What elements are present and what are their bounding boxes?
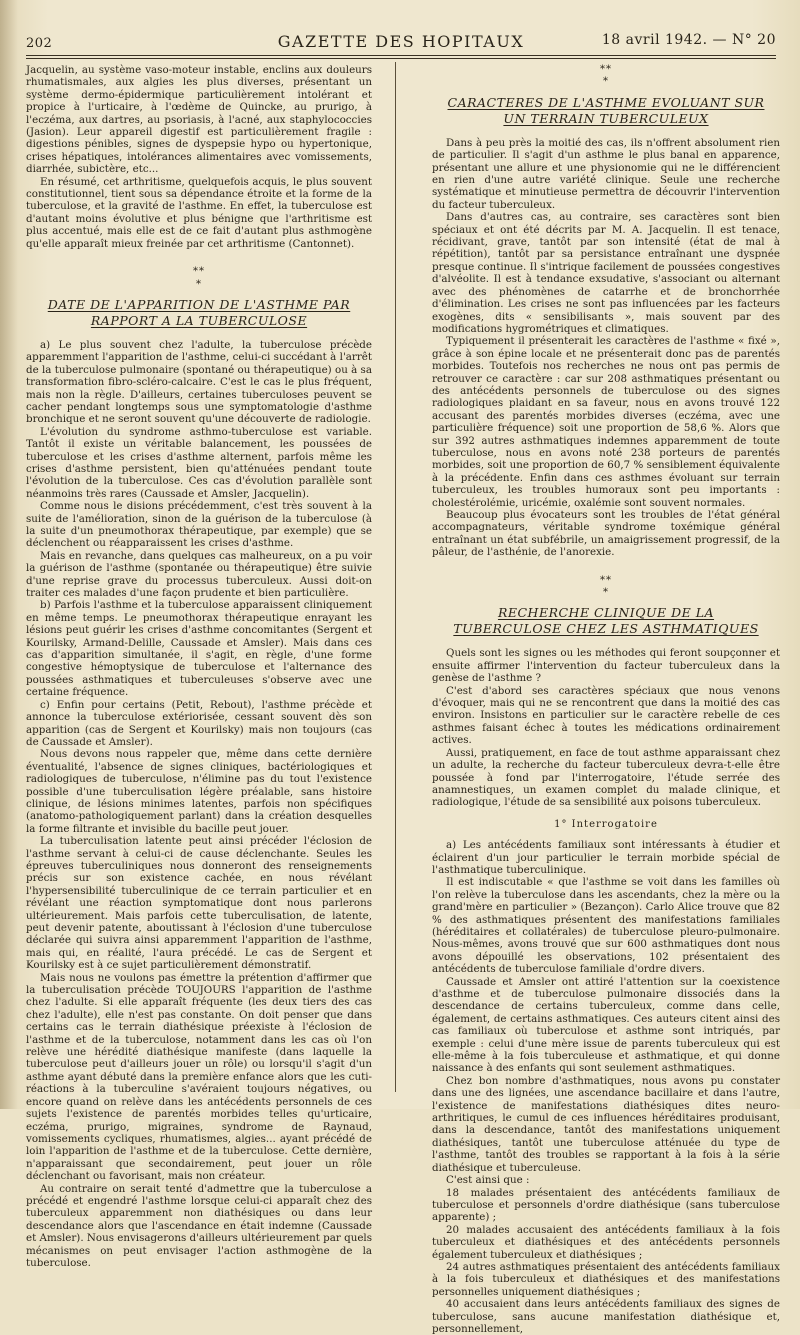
- subsection-heading: 1° Interrogatoire: [554, 818, 658, 830]
- paragraph: L'évolution du syndrome asthmo-tuberculose est variable. Tantôt il existe un véritable balancement, les poussées de tuberculose et les crises d'asthme alternent, parfois même les crises d'asthme persistent, bien qu'atténuées pendant toute l'évolution de la tuberculose. Ces cas d'évolution parallèle sont néanmoins très rares (Caussade et Amsler, Jacquelin).: [26, 425, 372, 500]
- section-heading: DATE DE L'APPARITION DE L'ASTHME PAR RAPPORT A LA TUBERCULOSE: [47, 296, 351, 328]
- page-header: [26, 30, 776, 52]
- paragraph: Quels sont les signes ou les méthodes qui feront soupçonner et ensuite affirmer l'intervention du facteur tuberculeux dans la genèse de l'asthme ?: [432, 647, 780, 685]
- paragraph: 18 malades présentaient des antécédents familiaux de tuberculose et personnels d'ordre diathésique (sans tuberculose apparente) ;: [432, 1186, 780, 1224]
- paragraph: En résumé, cet arthritisme, quelquefois acquis, le plus souvent constitutionnel, tient sous sa dépendance étroite et la forme de la tuberculose, et la gravité de l'asthme. En effet, la tuberculose est d'autant moins évolutive et plus bénigne que l'arthritisme est plus accentué, mais elle est de ce fait d'autant plus asthmogène qu'elle apparaît mieux freinée par cet arthritisme (Cantonnet).: [26, 175, 372, 250]
- paragraph: Typiquement il présenterait les caractères de l'asthme « fixé », grâce à son épine locale et ne présenterait donc pas de parentés morbides. Toutefois nos recherches ne nous ont pas permis de retrouver ce caractère : car sur 208 asthmatiques présentant ou des antécédents personnels de tuberculose ou des signes radiologiques plaidant en sa faveur, nous en avons trouvé 122 accusant des parentés morbides diverses (eczéma, avec une particulière fréquence) soit une proportion de 58,6 %. Alors que sur 392 autres asthmatiques indemnes apparemment de toute tuberculose, nous en avons noté 238 porteurs de parentés morbides, soit une proportion de 60,7 % sensiblement équivalente à la précédente. Enfin dans ces asthmes évoluant sur terrain tuberculeux, les troubles humoraux sont peu importants : cholestérolémie, uricémie, oxalémie sont souvent normales.: [432, 335, 780, 509]
- section-stars: ** *: [193, 266, 205, 290]
- right-column: [432, 64, 780, 1335]
- paragraph: Chez bon nombre d'asthmatiques, nous avons pu constater dans une des lignées, une ascendance bacillaire et dans l'autre, l'existence de manifestations diathésiques dites neuro-arthritiques, le cumul de ces influences héréditaires produisant, dans la descendance, tantôt des manifestations uniquement diathésiques, tantôt une tuberculose atténuée du type de l'asthme, tantôt des troubles se rapportant à la fois à la série diathésique et tuberculeuse.: [432, 1074, 780, 1174]
- section-stars: ** *: [600, 64, 612, 88]
- section-heading: CARACTERES DE L'ASTHME EVOLUANT SUR UN TERRAIN TUBERCULEUX: [447, 94, 765, 126]
- paragraph: Dans d'autres cas, au contraire, ses caractères sont bien spéciaux et ont été décrits par M. A. Jacquelin. Il est tenace, récidivant, grave, tantôt par son intensité (état de mal à répétition), tantôt par sa persistance entraînant une dyspnée presque continue. Il s'intrique facilement de poussées congestives d'alvéolite. Il est à tendance exsudative, s'associant ou alternant avec des phénomènes de catarrhe et de bronchorrhée d'élimination. Les crises ne sont pas influencées par les facteurs exogènes, dits « sensibilisants », mais souvent par des modifications hygrométriques et climatiques.: [432, 211, 780, 335]
- section-stars: ** *: [600, 574, 612, 599]
- paragraph: Aussi, pratiquement, en face de tout asthme apparaissant chez un adulte, la recherche du facteur tuberculeux devra-t-elle être poussée à fond par l'interrogatoire, l'étude serrée des anamnestiques, un examen complet du malade clinique, et radiologique, l'étude de sa sensibilité aux poisons tuberculeux.: [432, 746, 780, 809]
- page-number: 202: [26, 36, 53, 51]
- paragraph: b) Parfois l'asthme et la tuberculose apparaissent cliniquement en même temps. Le pneumothorax thérapeutique enrayant les lésions peut guérir les crises d'asthme concomitantes (Sergent et Kourilsky, Armand-Delille, Caussade et Amsler). Mais dans ces cas d'apparition simultanée, il s'agit, en règle, d'une forme congestive hémoptysique de tuberculose et l'alternance des poussées asthmatiques et tuberculeuses s'observe avec une certaine fréquence.: [26, 599, 372, 699]
- paragraph: a) Le plus souvent chez l'adulte, la tuberculose précède apparemment l'apparition de l'asthme, celui-ci succédant à l'arrêt de la tuberculose pulmonaire (spontané ou thérapeutique) ou à sa transformation fibro-scléro-calcaire. C'est le cas le plus fréquent, mais non la règle. D'ailleurs, certaines tuberculoses peuvent se cacher pendant longtemps sous une symptomatologie d'asthme bronchique et ne seront souvent qu'une découverte de radiologie.: [26, 338, 372, 426]
- left-column: [26, 64, 372, 1269]
- paragraph: Il est indiscutable « que l'asthme se voit dans les familles où l'on relève la tuberculose dans les ascendants, chez la mère ou la grand'mère en particulier » (Bezançon). Carlo Alice trouve que 82 % des asthmatiques présentent des manifestations familiales (héréditaires et collatérales) de tuberculose pleuro-pulmonaire. Nous-mêmes, avons trouvé que sur 600 asthmatiques dont nous avons dépouillé les observations, 102 présentaient des antécédents de tuberculose familiale d'ordre divers.: [432, 876, 780, 976]
- paragraph: Mais en revanche, dans quelques cas malheureux, on a pu voir la guérison de l'asthme (spontanée ou thérapeutique) être suivie d'une reprise grave du processus tuberculeux. Aussi doit-on traiter ces malades d'une façon prudente et bien particulière.: [26, 549, 372, 600]
- paragraph: 20 malades accusaient des antécédents familiaux à la fois tuberculeux et diathésiques et des antécédents personnels également tuberculeux et diathésiques ;: [432, 1223, 780, 1261]
- page-binding-shadow: [0, 0, 18, 1109]
- section-heading: RECHERCHE CLINIQUE DE LA TUBERCULOSE CHEZ LES ASTHMATIQUES: [453, 605, 759, 637]
- paragraph: Caussade et Amsler ont attiré l'attention sur la coexistence d'asthme et de tuberculose pulmonaire dissociés dans la descendance de certains tuberculeux, comme dans celle, également, de certains asthmatiques. Ces auteurs citent ainsi des cas familiaux où tuberculose et asthme sont intriqués, par exemple : celui d'une mère issue de parents tuberculeux qui est elle-même à la fois tuberculeuse et asthmatique, et qui donne naissance à des enfants qui sont seulement asthmatiques.: [432, 975, 780, 1075]
- paragraph: La tuberculisation latente peut ainsi précéder l'éclosion de l'asthme servant à celui-ci de cause déclenchante. Seules les épreuves tuberculiniques nous donneront des renseignements précis sur son existence cachée, en nous révélant l'hypersensibilité tuberculinique de ce terrain particulier et en révélant une réaction symptomatique dont nous parlerons ultérieurement. Mais parfois cette tuberculisation, de latente, peut devenir patente, aboutissant à l'éclosion d'une tuberculose déclarée qui suivra ainsi apparemment l'apparition de l'asthme, mais qui, en réalité, l'aura précédé. Le cas de Sergent et Kourilsky est à ce sujet particulièrement démonstratif.: [26, 835, 372, 972]
- paragraph: c) Enfin pour certains (Petit, Rebout), l'asthme précède et annonce la tuberculose extériorisée, cessant souvent dès son apparition (cas de Sergent et Kourilsky) mais non toujours (cas de Caussade et Amsler).: [26, 698, 372, 748]
- paragraph: C'est ainsi que :: [446, 1174, 530, 1187]
- paragraph: Mais nous ne voulons pas émettre la prétention d'affirmer que la tuberculisation précède TOUJOURS l'apparition de l'asthme chez l'adulte. Si elle apparaît fréquente (les deux tiers des cas chez l'adulte), elle n'est pas constante. On doit penser que dans certains cas le terrain diathésique préexiste à l'éclosion de l'asthme et de la tuberculose, notamment dans les cas où l'on relève une hérédité diathésique manifeste (dans laquelle la tuberculose peut d'ailleurs jouer un rôle) ou lorsqu'il s'agit d'un asthme ayant débuté dans la première enfance alors que les cuti-réactions à la tuberculine s'avéraient toujours négatives, ou encore quand on relève dans les antécédents personnels de ces sujets l'existence de parentés morbides telles qu'urticaire, eczéma, prurigo, migraines, syndrome de Raynaud, vomissements cycliques, rhumatismes, algies... ayant précédé de loin l'apparition de l'asthme et de la tuberculose. Cette dernière, n'apparaissant que secondairement, peut jouer un rôle déclenchant ou favorisant, mais non créateur.: [26, 971, 372, 1183]
- paragraph: Beaucoup plus évocateurs sont les troubles de l'état général accompagnateurs, véritable syndrome toxémique général entraînant un état subfébrile, un amaigrissement progressif, de la pâleur, de l'asthénie, de l'anorexie.: [432, 509, 780, 559]
- header-rule: [26, 55, 776, 56]
- paragraph: Au contraire on serait tenté d'admettre que la tuberculose a précédé et engendré l'asthme lorsque celui-ci apparaît chez des tuberculeux apparemment non diathésiques ou dans leur descendance alors que l'ascendance en était indemne (Caussade et Amsler). Nous envisagerons d'ailleurs ultérieurement par quels mécanismes on peut envisager l'action asthmogène de la tuberculose.: [26, 1182, 372, 1269]
- paragraph: Comme nous le disions précédemment, c'est très souvent à la suite de l'amélioration, sinon de la guérison de la tuberculose (à la suite d'un pneumothorax thérapeutique, par exemple) que se déclenchent ou réapparaissent les crises d'asthme.: [26, 500, 372, 550]
- column-divider: [395, 62, 396, 1092]
- paragraph: Nous devons nous rappeler que, même dans cette dernière éventualité, l'absence de signes cliniques, bactériologiques et radiologiques de tuberculose, n'élimine pas du tout l'existence possible d'une tuberculisation légère préalable, sans histoire clinique, de lésions minimes latentes, parfois non spécifiques (anatomo-pathologiquement parlant) dans la création desquelles la forme filtrante et invisible du bacille peut jouer.: [26, 748, 372, 835]
- paragraph: Dans à peu près la moitié des cas, ils n'offrent absolument rien de particulier. Il s'agit d'un asthme le plus banal en apparence, présentant une allure et une physionomie qui ne le différencient en rien d'une autre variété clinique. Seule une recherche systématique et minutieuse permettra de découvrir l'intervention du facteur tuberculeux.: [432, 136, 780, 211]
- paragraph: a) Les antécédents familiaux sont intéressants à étudier et éclairent d'un jour particulier le terrain morbide spécial de l'asthmatique tuberculinique.: [432, 839, 780, 876]
- paragraph: Jacquelin, au système vaso-moteur instable, enclins aux douleurs rhumatismales, aux algies les plus diverses, présentant un système dermo-épidermique particulièrement intolérant et propice à l'urticaire, à l'œdème de Quincke, au prurigo, à l'eczéma, aux dartres, au psoriasis, à l'acné, aux staphylococcies (Jasion). Leur appareil digestif est particulièrement fragile : digestions pénibles, signes de dyspepsie hypo ou hypertonique, crises hépatiques, intolérances alimentaires avec vomissements, diarrhée, subictère, etc...: [26, 64, 372, 176]
- paragraph: 24 autres asthmatiques présentaient des antécédents familiaux à la fois tuberculeux et diathésiques et des manifestations personnelles uniquement diathésiques ;: [432, 1260, 780, 1298]
- paragraph: C'est d'abord ses caractères spéciaux que nous venons d'évoquer, mais qui ne se rencontrent que dans la moitié des cas environ. Insistons en particulier sur le caractère rebelle de ces asthmes faisant échec à toutes les médications ordinairement actives.: [432, 684, 780, 747]
- paragraph: 40 accusaient dans leurs antécédents familiaux des signes de tuberculose, sans aucune manifestation diathésique et, personnellement,: [432, 1298, 780, 1335]
- header-rule-thin: [26, 58, 776, 59]
- journal-title: GAZETTE DES HOPITAUX: [277, 32, 525, 51]
- issue-date: 18 avril 1942. — N° 20: [601, 32, 776, 48]
